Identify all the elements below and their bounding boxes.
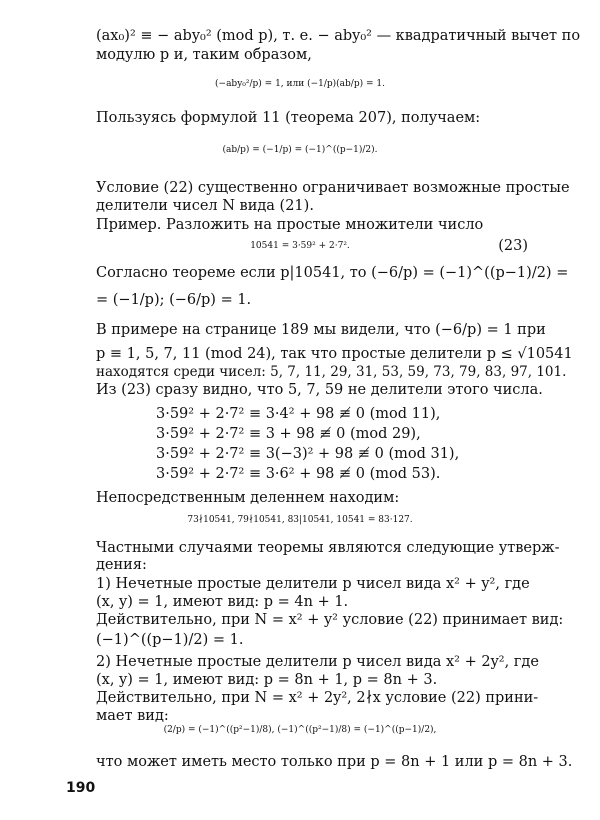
equation: 73∤10541, 79∤10541, 83|10541, 10541 = 83·127. — [187, 515, 413, 525]
equation: (2/p) = (−1)^((p²−1)/8), (−1)^((p²−1)/8) = (−1)^((p−1)/2), — [163, 725, 437, 735]
text-line: p ≡ 1, 5, 7, 11 (mod 24), так что простые делители p ≤ √10541 — [96, 346, 573, 362]
congruence-line: 3·59² + 2·7² ≡ 3(−3)² + 98 ≢ 0 (mod 31), — [156, 446, 460, 462]
text-line: что может иметь место только при p = 8n + 1 или p = 8n + 3. — [96, 754, 573, 770]
text-line: Действительно, при N = x² + 2y², 2∤x условие (22) прини- — [96, 690, 539, 706]
text-line: В примере на странице 189 мы видели, что (−6/p) = 1 при — [96, 322, 546, 338]
equation: (−aby₀²/p) = 1, или (−1/p)(ab/p) = 1. — [215, 79, 385, 89]
text-line: Непосредственным деленнем находим: — [96, 490, 400, 506]
congruence-line: 3·59² + 2·7² ≡ 3·6² + 98 ≢ 0 (mod 53). — [156, 466, 441, 482]
text-line: Согласно теореме если p|10541, то (−6/p) = (−1)^((p−1)/2) = — [96, 265, 569, 281]
text-line: модулю p и, таким образом, — [96, 47, 312, 63]
text-line: мает вид: — [96, 708, 169, 724]
equation-number: (23) — [498, 238, 528, 254]
text-line: (ax₀)² ≡ − aby₀² (mod p), т. е. − aby₀² — квадратичный вычет по — [96, 28, 581, 44]
text-line: (x, y) = 1, имеют вид: p = 4n + 1. — [96, 594, 349, 610]
text-line: = (−1/p); (−6/p) = 1. — [96, 292, 252, 308]
text-line: Из (23) сразу видно, что 5, 7, 59 не делители этого числа. — [96, 382, 543, 398]
text-line: делители чисел N вида (21). — [96, 198, 314, 214]
equation: 10541 = 3·59² + 2·7². — [250, 241, 350, 251]
text-line: Пользуясь формулой 11 (теорема 207), получаем: — [96, 110, 481, 126]
congruence-line: 3·59² + 2·7² ≡ 3·4² + 98 ≢ 0 (mod 11), — [156, 406, 441, 422]
text-line: 2) Нечетные простые делители p чисел вида x² + 2y², где — [96, 654, 539, 670]
congruence-line: 3·59² + 2·7² ≡ 3 + 98 ≢ 0 (mod 29), — [156, 426, 421, 442]
text-line: 1) Нечетные простые делители p чисел вида x² + y², где — [96, 576, 530, 592]
page-number: 190 — [66, 780, 96, 796]
text-line: дения: — [96, 557, 147, 573]
text-line: (−1)^((p−1)/2) = 1. — [96, 632, 244, 648]
text-line: находятся среди чисел: 5, 7, 11, 29, 31, 53, 59, 73, 79, 83, 97, 101. — [96, 364, 567, 380]
text-line: Частными случаями теоремы являются следующие утверж- — [96, 540, 560, 556]
text-line: Условие (22) существенно ограничивает возможные простые — [96, 180, 570, 196]
equation: (ab/p) = (−1/p) = (−1)^((p−1)/2). — [222, 145, 378, 155]
text-line: (x, y) = 1, имеют вид: p = 8n + 1, p = 8n + 3. — [96, 672, 438, 688]
text-line: Пример. Разложить на простые множители число — [96, 217, 484, 233]
text-line: Действительно, при N = x² + y² условие (22) принимает вид: — [96, 612, 564, 628]
